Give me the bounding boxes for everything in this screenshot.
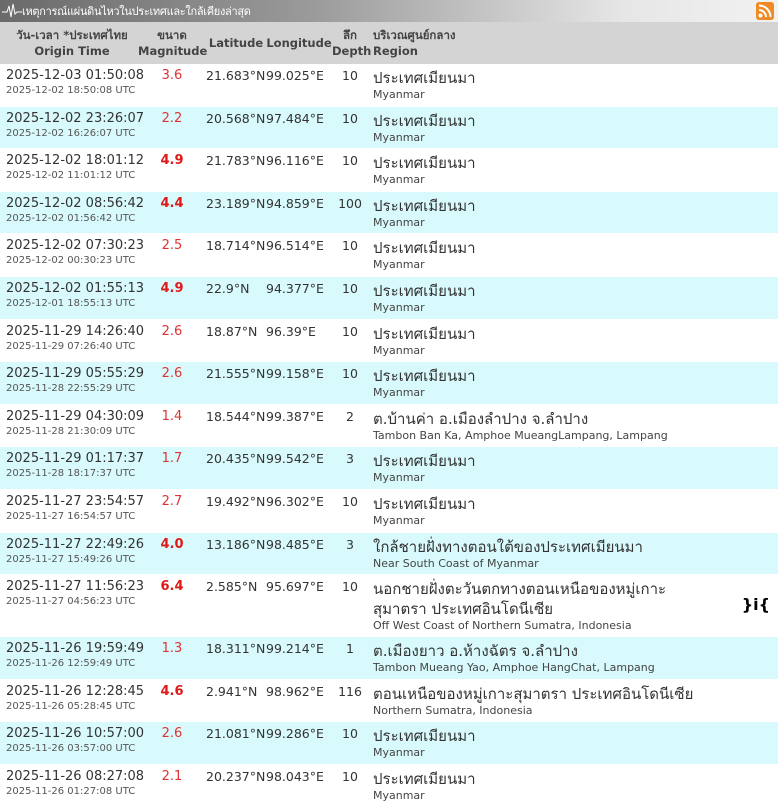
region-thai: ประเทศเมียนมา [373, 727, 476, 746]
origin-time-cell [0, 362, 145, 404]
utc-time: 2025-12-02 18:50:08 UTC [6, 85, 136, 96]
region-cell [368, 64, 778, 106]
table-row[interactable] [0, 234, 778, 277]
table-row[interactable] [0, 277, 778, 320]
longitude: 99.387°E [266, 408, 324, 424]
col-lon: Longitude [266, 36, 332, 50]
region-english: Myanmar [373, 343, 425, 357]
depth: 10 [342, 768, 358, 784]
table-row[interactable] [0, 64, 778, 107]
utc-time: 2025-11-26 03:57:00 UTC [6, 743, 136, 755]
utc-time: 2025-11-26 01:27:08 UTC [6, 785, 136, 797]
table-row[interactable] [0, 362, 778, 405]
origin-time-cell [0, 192, 145, 234]
region-cell [368, 234, 778, 276]
seismograph-icon [2, 2, 22, 20]
table-row[interactable] [0, 320, 778, 363]
local-time: 2025-11-29 14:26:40 [6, 323, 145, 339]
magnitude: 2.7 [161, 493, 183, 509]
region-english: Myanmar [373, 386, 425, 400]
col-depth-en: Depth [332, 44, 372, 58]
longitude: 97.484°E [266, 110, 324, 126]
local-time: 2025-12-02 23:26:07 [6, 110, 145, 126]
utc-time: 2025-12-02 01:56:42 UTC [6, 212, 136, 224]
magnitude: 1.3 [161, 641, 183, 657]
region-thai: ประเทศเมียนมา [373, 69, 476, 87]
region-cell [368, 107, 778, 149]
latitude: 21.555°N [206, 366, 266, 382]
table-row[interactable] [0, 680, 778, 723]
col-latitude [206, 22, 266, 64]
magnitude: 4.6 [160, 683, 184, 699]
origin-time-cell [0, 533, 145, 575]
region-thai: ประเทศเมียนมา [373, 324, 476, 343]
depth: 2 [346, 408, 354, 424]
region-cell [368, 680, 778, 722]
longitude: 96.116°E [266, 153, 324, 169]
latitude: 21.783°N [206, 153, 266, 169]
local-time: 2025-11-26 12:28:45 [6, 683, 145, 699]
table-row[interactable] [0, 405, 778, 448]
latitude: 18.544°N [206, 408, 266, 424]
latitude: 22.9°N [206, 280, 250, 296]
earthquake-table [0, 64, 778, 808]
region-thai: ประเทศเมียนมา [373, 154, 476, 173]
utc-time: 2025-11-27 15:49:26 UTC [6, 553, 136, 565]
region-cell [368, 320, 778, 362]
region-english: Tambon Mueang Yao, Amphoe HangChat, Lampang [373, 661, 655, 675]
depth: 10 [342, 493, 358, 509]
region-cell [368, 490, 778, 532]
depth: 10 [342, 366, 358, 382]
utc-time: 2025-11-27 16:54:57 UTC [6, 510, 136, 522]
local-time: 2025-11-29 01:17:37 [6, 451, 145, 467]
magnitude: 2.1 [161, 768, 183, 784]
table-row[interactable] [0, 533, 778, 576]
table-row[interactable] [0, 765, 778, 808]
region-cell [368, 362, 778, 404]
latitude: 20.568°N [206, 110, 266, 126]
magnitude: 4.4 [160, 195, 184, 211]
utc-time: 2025-12-02 11:01:12 UTC [6, 170, 136, 182]
region-english: Off West Coast of Northern Sumatra, Indonesia [373, 619, 632, 633]
region-cell [368, 575, 778, 636]
longitude: 94.859°E [266, 195, 324, 211]
latitude: 18.311°N [206, 641, 266, 657]
origin-time-cell [0, 234, 145, 276]
table-row[interactable] [0, 447, 778, 490]
region-english: Near South Coast of Myanmar [373, 556, 539, 570]
table-row[interactable] [0, 490, 778, 533]
felt-report-icon[interactable]: }i{ [741, 595, 770, 615]
longitude: 99.158°E [266, 366, 324, 382]
page-title: เหตุการณ์แผ่นดินไหวในประเทศและใกล้เคียงล่าสุด [22, 5, 251, 18]
region-thai: ต.เมืองยาว อ.ห้างฉัตร จ.ลำปาง [373, 642, 578, 661]
utc-time: 2025-11-26 12:59:49 UTC [6, 658, 136, 670]
local-time: 2025-12-03 01:50:08 [6, 68, 145, 83]
magnitude: 2.2 [161, 110, 183, 126]
col-mag-th: ขนาด [157, 28, 187, 42]
region-english: Myanmar [373, 215, 425, 229]
magnitude: 1.7 [161, 451, 183, 467]
utc-time: 2025-11-27 04:56:23 UTC [6, 596, 136, 608]
col-longitude [266, 22, 332, 64]
region-english: Myanmar [373, 471, 425, 485]
origin-time-cell [0, 64, 145, 106]
table-row[interactable] [0, 575, 778, 637]
col-mag-en: Magnitude [138, 44, 208, 58]
longitude: 99.542°E [266, 451, 324, 467]
local-time: 2025-11-27 22:49:26 [6, 536, 145, 552]
region-cell [368, 637, 778, 679]
region-thai: ประเทศเมียนมา [373, 111, 476, 130]
magnitude: 3.6 [161, 68, 183, 83]
region-cell [368, 149, 778, 191]
latitude: 2.941°N [206, 683, 258, 699]
longitude: 96.514°E [266, 238, 324, 254]
region-english: Myanmar [373, 258, 425, 272]
magnitude: 2.6 [161, 323, 183, 339]
region-english: Myanmar [373, 513, 425, 527]
table-header [0, 22, 778, 64]
origin-time-cell [0, 637, 145, 679]
table-row[interactable] [0, 637, 778, 680]
longitude: 98.962°E [266, 683, 324, 699]
rss-icon[interactable] [756, 2, 774, 20]
origin-time-cell [0, 107, 145, 149]
longitude: 99.025°E [266, 68, 324, 83]
longitude: 94.377°E [266, 280, 324, 296]
local-time: 2025-11-29 04:30:09 [6, 408, 145, 424]
origin-time-cell [0, 575, 145, 636]
region-english: Myanmar [373, 300, 425, 314]
region-thai: ประเทศเมียนมา [373, 239, 476, 258]
region-thai: ประเทศเมียนมา [373, 196, 476, 215]
origin-time-cell [0, 405, 145, 447]
longitude: 98.043°E [266, 768, 324, 784]
latitude: 20.237°N [206, 768, 266, 784]
origin-time-cell [0, 149, 145, 191]
local-time: 2025-12-02 18:01:12 [6, 153, 145, 169]
origin-time-cell [0, 320, 145, 362]
depth: 3 [346, 536, 354, 552]
local-time: 2025-11-26 08:27:08 [6, 768, 145, 784]
region-cell [368, 447, 778, 489]
origin-time-cell [0, 765, 145, 807]
local-time: 2025-11-26 19:59:49 [6, 641, 145, 657]
utc-time: 2025-12-02 00:30:23 UTC [6, 255, 136, 267]
region-cell [368, 405, 778, 447]
table-row[interactable] [0, 722, 778, 765]
local-time: 2025-12-02 08:56:42 [6, 195, 145, 211]
region-english: Myanmar [373, 130, 425, 144]
region-english: Myanmar [373, 173, 425, 187]
col-magnitude [138, 22, 206, 64]
col-region [368, 22, 778, 64]
col-region-th: บริเวณศูนย์กลาง [373, 28, 456, 42]
col-time-th: วัน-เวลา *ประเทศไทย [16, 28, 128, 42]
region-cell [368, 277, 778, 319]
region-thai: ต.บ้านค่า อ.เมืองลำปาง จ.ลำปาง [373, 409, 589, 428]
depth: 10 [342, 110, 358, 126]
latitude: 19.492°N [206, 493, 266, 509]
utc-time: 2025-11-28 21:30:09 UTC [6, 425, 136, 437]
magnitude: 4.9 [160, 153, 184, 169]
col-lat: Latitude [208, 36, 264, 50]
local-time: 2025-12-02 01:55:13 [6, 280, 145, 296]
latitude: 13.186°N [206, 536, 266, 552]
table-row[interactable] [0, 192, 778, 235]
latitude: 18.714°N [206, 238, 266, 254]
latitude: 20.435°N [206, 451, 266, 467]
col-time-en: Origin Time [34, 44, 110, 58]
latitude: 18.87°N [206, 323, 258, 339]
longitude: 99.214°E [266, 641, 324, 657]
depth: 116 [338, 683, 362, 699]
magnitude: 1.4 [161, 408, 183, 424]
longitude: 99.286°E [266, 726, 324, 742]
region-english: Northern Sumatra, Indonesia [373, 703, 533, 717]
depth: 3 [346, 451, 354, 467]
region-thai: ประเทศเมียนมา [373, 452, 476, 471]
origin-time-cell [0, 680, 145, 722]
longitude: 98.485°E [266, 536, 324, 552]
origin-time-cell [0, 722, 145, 764]
utc-time: 2025-12-01 18:55:13 UTC [6, 297, 136, 309]
depth: 10 [342, 323, 358, 339]
origin-time-cell [0, 447, 145, 489]
origin-time-cell [0, 490, 145, 532]
table-row[interactable] [0, 149, 778, 192]
region-english: Myanmar [373, 746, 425, 760]
depth: 10 [342, 579, 358, 595]
latitude: 23.189°N [206, 195, 266, 211]
local-time: 2025-11-27 11:56:23 [6, 579, 145, 595]
col-origin-time [0, 22, 138, 64]
utc-time: 2025-11-29 07:26:40 UTC [6, 340, 136, 352]
region-thai: ใกล้ชายฝั่งทางตอนใต้ของประเทศเมียนมา [373, 537, 643, 556]
table-row[interactable] [0, 107, 778, 150]
utc-time: 2025-11-28 22:55:29 UTC [6, 383, 136, 395]
region-thai: ประเทศเมียนมา [373, 281, 476, 300]
title-bar [0, 0, 778, 22]
longitude: 96.302°E [266, 493, 324, 509]
depth: 10 [342, 726, 358, 742]
local-time: 2025-11-27 23:54:57 [6, 493, 145, 509]
depth: 10 [342, 280, 358, 296]
region-cell [368, 533, 778, 575]
utc-time: 2025-11-28 18:17:37 UTC [6, 468, 136, 480]
magnitude: 2.6 [161, 726, 183, 742]
longitude: 95.697°E [266, 579, 324, 595]
region-thai: ตอนเหนือของหมู่เกาะสุมาตรา ประเทศอินโดนีเซีย [373, 684, 694, 703]
region-english: Myanmar [373, 788, 425, 802]
col-depth-th: ลึก [342, 28, 357, 42]
magnitude: 2.5 [161, 238, 183, 254]
region-english: Myanmar [373, 88, 425, 101]
region-thai: ประเทศเมียนมา [373, 494, 476, 513]
region-cell [368, 722, 778, 764]
magnitude: 6.4 [160, 579, 184, 595]
latitude: 21.683°N [206, 68, 266, 83]
col-region-en: Region [373, 44, 418, 58]
col-depth [332, 22, 372, 64]
origin-time-cell [0, 277, 145, 319]
depth: 1 [346, 641, 354, 657]
region-cell [368, 765, 778, 807]
magnitude: 4.0 [160, 536, 184, 552]
latitude: 21.081°N [206, 726, 266, 742]
region-cell [368, 192, 778, 234]
local-time: 2025-11-29 05:55:29 [6, 366, 145, 382]
region-english: Tambon Ban Ka, Amphoe MueangLampang, Lampang [373, 428, 668, 442]
depth: 10 [342, 153, 358, 169]
magnitude: 2.6 [161, 366, 183, 382]
longitude: 96.39°E [266, 323, 316, 339]
utc-time: 2025-12-02 16:26:07 UTC [6, 127, 136, 139]
region-thai: ประเทศเมียนมา [373, 769, 476, 788]
depth: 10 [342, 238, 358, 254]
magnitude: 4.9 [160, 280, 184, 296]
region-thai: นอกชายฝั่งตะวันตกทางตอนเหนือของหมู่เกาะ สุมาตรา ประเทศอินโดนีเซีย [373, 580, 667, 619]
latitude: 2.585°N [206, 579, 258, 595]
depth: 10 [342, 68, 358, 83]
local-time: 2025-11-26 10:57:00 [6, 726, 145, 742]
local-time: 2025-12-02 07:30:23 [6, 238, 145, 254]
region-thai: ประเทศเมียนมา [373, 367, 476, 386]
utc-time: 2025-11-26 05:28:45 UTC [6, 700, 136, 712]
depth: 100 [338, 195, 362, 211]
